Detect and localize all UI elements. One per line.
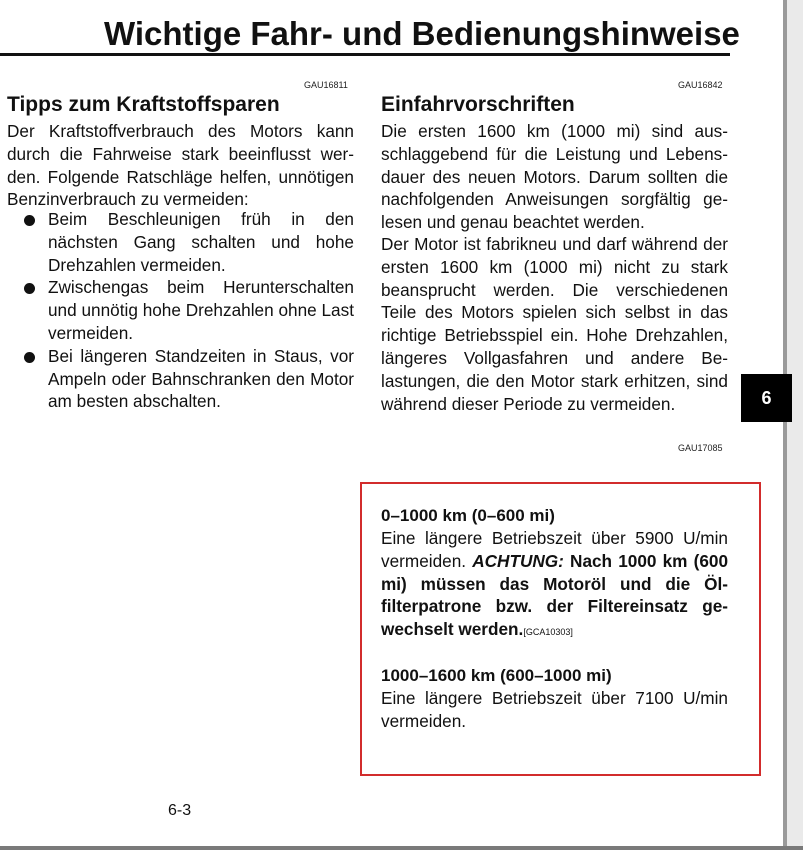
- heading-fuel-saving: Tipps zum Kraftstoffsparen: [7, 93, 280, 116]
- caution-reference: [GCA10303]: [523, 627, 573, 638]
- page-title: Wichtige Fahr- und Bedienungshinweise: [104, 15, 740, 52]
- break-in-stage-1-title: 0–1000 km (0–600 mi): [381, 506, 555, 525]
- break-in-paragraph-2: Der Motor ist fabrikneu und darf während der ersten 1600 km (1000 mi) nicht zu stark beansprucht werden. Die verschiedenen Teile des Motors spielen sich selbst in das richtige Betriebsspiel ein. Hohe Drehzahlen, längeres Vollgasfahren und andere Belastungen, die den Motor stark erhitzen, sind während dieser Periode zu vermeiden.: [381, 234, 728, 414]
- break-in-paragraph-1: Die ersten 1600 km (1000 mi) sind ausschlaggebend für die Leistung und Lebensdauer des neuen Motors. Darum sollten die nachfolgenden Anweisungen sorgfältig gelesen und genau beachtet werden.: [381, 121, 728, 233]
- chapter-tab: 6: [741, 374, 792, 422]
- heading-break-in: Einfahrvorschriften: [381, 93, 575, 116]
- section-code-left: GAU16811: [304, 80, 348, 90]
- break-in-stage-2-title: 1000–1600 km (600–1000 mi): [381, 666, 612, 685]
- page-number: 6-3: [168, 802, 192, 819]
- list-item: Bei längeren Standzeiten in Staus, vor Ampeln oder Bahnschranken den Motor am besten abschalten.: [22, 345, 354, 413]
- title-underline: [0, 53, 730, 56]
- bullet-icon: [24, 352, 35, 363]
- break-in-stage-2-text: Eine längere Betriebszeit über 7100 U/min vermeiden.: [381, 688, 728, 731]
- bullet-icon: [24, 215, 35, 226]
- fuel-saving-tips-list: [22, 208, 354, 413]
- list-item: Beim Beschleunigen früh in den nächsten Gang schalten und hohe Drehzahlen vermeiden.: [22, 208, 354, 276]
- caution-text: Nach 1000 km (600 mi) müssen das Motoröl und die Ölfilterpatrone bzw. der Filtereinsatz gewechselt werden.: [381, 550, 729, 640]
- bullet-icon: [24, 283, 35, 294]
- page-bottom-edge: [0, 846, 803, 850]
- list-item: Zwischengas beim Herunterschalten und unnötig hohe Drehzahlen ohne Last vermeiden.: [22, 276, 354, 344]
- break-in-stage-1-text: Eine längere Betriebszeit über 5900 U/min vermeiden. ACHTUNG: Nach 1000 km (600 mi) müssen das Motoröl und die Ölfilterpatrone bzw. der Filtereinsatz gewechselt werden.[GCA10303]: [381, 528, 729, 640]
- section-code-right-2: GAU17085: [678, 443, 723, 453]
- caution-label: ACHTUNG:: [472, 550, 564, 571]
- section-code-right: GAU16842: [678, 80, 723, 90]
- fuel-saving-intro: Der Kraftstoffverbrauch des Motors kann durch die Fahrweise stark beeinflusst werden. Folgende Ratschläge helfen, unnötigen Benzinverbrauch zu vermeiden:: [7, 121, 354, 210]
- page-edge-shadow: [783, 0, 803, 850]
